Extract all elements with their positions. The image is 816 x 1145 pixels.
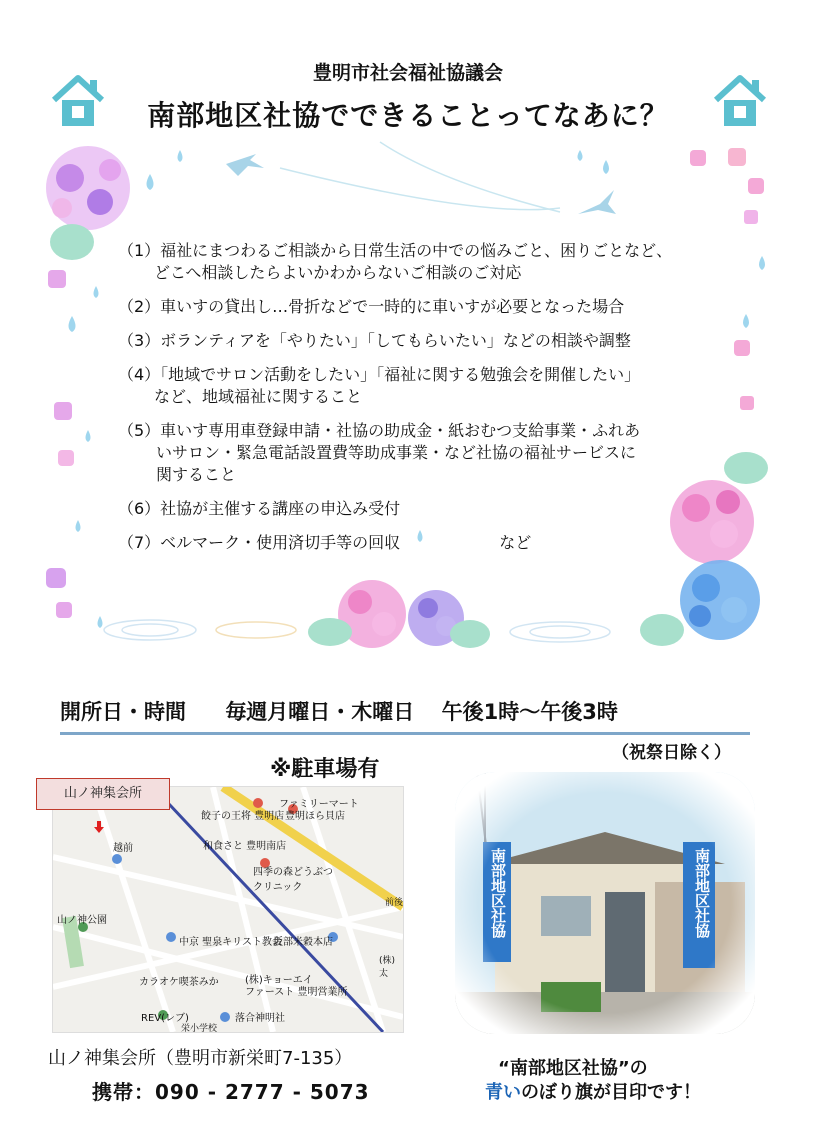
map-place: ファースト 豊明営業所 [245,987,348,998]
map-place: 中京 聖泉キリスト教会 [179,937,282,948]
map-place: 落合神明社 [235,1013,285,1024]
map-place: 和食さと 豊明南店 [203,841,287,852]
service-text: （2）車いすの貸出し…骨折などで一時的に車いすが必要となった場合 [118,297,625,316]
leaf-icon [50,224,94,260]
service-item [118,498,718,520]
service-etc: など [499,533,532,552]
hydrangea-icon [46,146,130,230]
service-text: （3）ボランティアを「やりたい」「してもらいたい」などの相談や調整 [118,331,631,350]
caption-line-1: “南部地区社協”の [498,1058,648,1079]
map-place: 前後 [385,898,404,908]
hydrangea-icon [338,580,406,648]
service-text: （5）車いす専用車登録申請・社協の助成金・紙おむつ支給事業・ふれあ [118,421,641,440]
service-text: （4）「地域でサロン活動をしたい」「福祉に関する勉強会を開催したい」 [118,365,641,384]
caption-rest: のぼり旗が目印です！ [521,1082,701,1103]
map-location-label: 山ノ神集会所 [36,778,170,810]
map-place: 坂部米穀本店 [273,937,333,948]
map-place: 越前 [113,843,133,854]
service-item [118,532,718,554]
map-place: 栄小学校 [181,1024,218,1033]
banner-text: 南部地区社協 [489,848,507,938]
opening-hours [60,696,760,726]
parking-note: ※駐車場有 [270,757,380,782]
hours-label: 開所日・時間 [60,700,186,724]
map-place: 四季の森どうぶつクリニック [253,867,333,893]
hours-days: 毎週月曜日・木曜日 [225,700,415,724]
service-item [118,240,718,284]
services-list [118,240,718,566]
service-text: （7）ベルマーク・使用済切手等の回収 [118,533,401,552]
service-item [118,420,718,486]
caption-line-2 [485,1078,701,1104]
organization-name: 豊明市社会福祉協議会 [312,62,503,84]
map-place: 豊明ほら貝店 [285,811,345,822]
service-item [118,296,718,318]
service-item [118,364,718,408]
map-roads [53,787,403,1032]
building-photo [455,772,755,1034]
hydrangea-icon [680,560,760,640]
map-place: 山ノ神公園 [57,915,107,926]
holiday-note: （祝祭日除く） [612,743,731,763]
address: 山ノ神集会所（豊明市新栄町7-135） [48,1048,353,1069]
swallow-icon [226,154,616,214]
map-place: カラオケ喫茶みか [139,977,219,988]
swallow-trail [280,168,560,210]
service-text: （1）福祉にまつわるご相談から日常生活の中での悩みごと、困りごとなど、 [118,241,673,260]
divider [60,732,750,735]
service-text: （6）社協が主催する講座の申込み受付 [118,499,401,518]
map-place: (株)キョーエイ [245,975,313,986]
hydrangea-icon [408,590,464,646]
location-map[interactable] [52,786,404,1033]
caption-blue: 青い [485,1082,521,1103]
service-text: どこへ相談したらよいかわからないご相談のご対応 [154,263,522,282]
hours-time: 午後1時～午後3時 [441,700,618,724]
page-title: 南部地区社協でできることってなあに？ [147,99,669,132]
map-place: 餃子の王将 豊明店 [201,811,285,822]
map-place: (株)太 [379,956,396,979]
banner-text: 南部地区社協 [693,848,711,938]
phone-number: 携帯：090 - 2777 - 5073 [92,1080,370,1104]
service-text: いサロン・緊急電話設置費等助成事業・など社協の福祉サービスに [156,443,637,462]
service-text: など、地域福祉に関すること [154,387,363,406]
service-item [118,330,718,352]
map-place: REV(レブ) [141,1013,189,1024]
service-text: 関すること [156,465,237,484]
map-place: ファミリーマート [279,799,359,810]
